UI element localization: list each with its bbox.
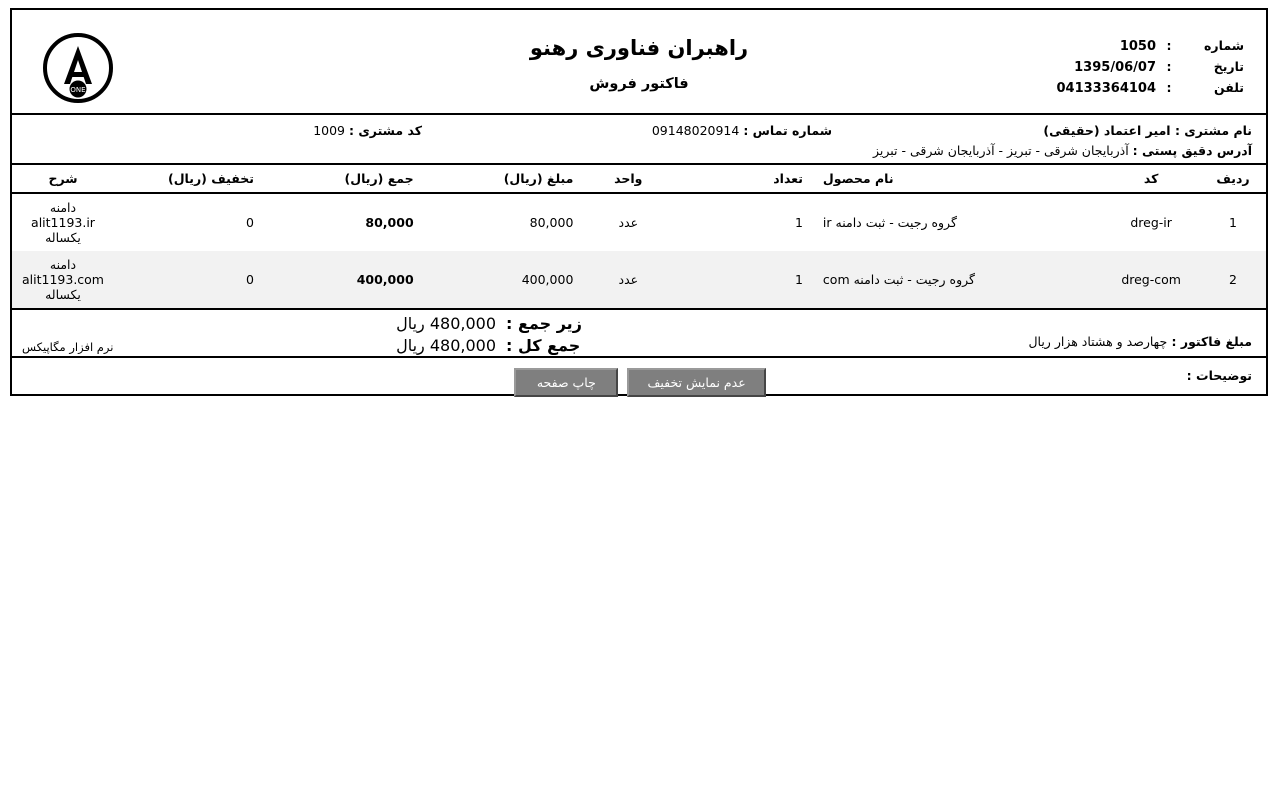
customer-name bbox=[1043, 123, 1252, 138]
col-header-unit: واحد bbox=[583, 165, 673, 193]
cell-qty: 1 bbox=[673, 251, 813, 308]
customer-name-value: امیر اعتماد (حقیقی) bbox=[1043, 123, 1171, 138]
col-header-desc: شرح bbox=[12, 165, 114, 193]
customer-line-2 bbox=[26, 143, 1252, 163]
cell-discount: 0 bbox=[114, 251, 264, 308]
cell-unit: عدد bbox=[583, 251, 673, 308]
meta-value-number: 1050 bbox=[1119, 39, 1156, 54]
subtotal-value: 480,000 ریال bbox=[396, 314, 496, 333]
cell-code: dreg-ir bbox=[1130, 215, 1172, 230]
items-table-head bbox=[12, 165, 1266, 193]
grandtotal-label: جمع کل : bbox=[506, 336, 581, 355]
cell-price: 400,000 bbox=[424, 251, 584, 308]
customer-block bbox=[12, 115, 1266, 165]
cell-unit: عدد bbox=[618, 215, 639, 230]
col-header-radif: ردیف bbox=[1200, 165, 1266, 193]
cell-code: dreg-com bbox=[1102, 251, 1200, 308]
cell-radif: 2 bbox=[1200, 251, 1266, 308]
meta-label-number: شماره bbox=[1204, 38, 1244, 53]
cell-product: گروه رجیت - ثبت دامنه com bbox=[813, 251, 1102, 308]
totals-block bbox=[12, 308, 1266, 358]
invoice-titles bbox=[12, 36, 1266, 92]
svg-text:ONE: ONE bbox=[70, 86, 86, 94]
cell-radif: 1 bbox=[1229, 215, 1237, 230]
invoice-amount-in-words bbox=[1028, 334, 1252, 349]
col-header-product: نام محصول bbox=[813, 165, 1102, 193]
customer-code-label: کد مشتری : bbox=[349, 123, 422, 138]
customer-code-value: 1009 bbox=[313, 123, 346, 138]
table-header-row bbox=[12, 165, 1266, 193]
meta-value-phone: 04133364104 bbox=[1056, 81, 1156, 96]
hide-discount-button[interactable]: عدم نمایش تخفیف bbox=[627, 368, 765, 397]
meta-colon-phone: : bbox=[1166, 80, 1172, 95]
items-table bbox=[12, 165, 1266, 308]
customer-phone-value: 09148020914 bbox=[651, 123, 740, 138]
col-header-qty: تعداد bbox=[673, 165, 813, 193]
col-header-price: مبلغ (ریال) bbox=[424, 165, 584, 193]
meta-colon-number: : bbox=[1166, 38, 1172, 53]
meta-colon-date: : bbox=[1166, 59, 1172, 74]
cell-sum: 80,000 bbox=[365, 215, 414, 230]
customer-code bbox=[313, 123, 422, 138]
customer-address-label: آدرس دقیق پستی : bbox=[1132, 143, 1252, 158]
invoice-header bbox=[12, 10, 1266, 115]
items-table-body bbox=[12, 193, 1266, 308]
print-page-button[interactable]: چاپ صفحه bbox=[514, 368, 618, 397]
cell-qty: 1 bbox=[794, 215, 803, 230]
company-title: راهبران فناوری رهنو bbox=[529, 36, 749, 60]
cell-discount: 0 bbox=[245, 215, 254, 230]
subtotal-label: زیر جمع : bbox=[506, 314, 582, 333]
invoice-amount-words: چهارصد و هشتاد هزار ریال bbox=[1028, 334, 1168, 349]
cell-sum: 400,000 bbox=[264, 251, 424, 308]
customer-name-label: نام مشتری : bbox=[1174, 123, 1252, 138]
software-credit: نرم افزار مگاپیکس bbox=[22, 340, 114, 354]
customer-address-value: آذربایجان شرقی - تبریز - آذربایجان شرقی - تبریز bbox=[872, 143, 1129, 158]
grandtotal-value: 480,000 ریال bbox=[396, 336, 496, 355]
invoice-document bbox=[10, 8, 1268, 396]
customer-phone-label: شماره تماس : bbox=[743, 123, 832, 138]
col-header-discount: تخفیف (ریال) bbox=[114, 165, 264, 193]
table-row bbox=[12, 193, 1266, 251]
cell-product: گروه رجیت - ثبت دامنه ir bbox=[822, 215, 957, 230]
col-header-sum: جمع (ریال) bbox=[264, 165, 424, 193]
customer-line-1 bbox=[26, 123, 1252, 143]
customer-phone bbox=[652, 123, 832, 138]
cell-desc: دامنه alit1193.ir یکساله bbox=[31, 200, 95, 245]
document-type-title: فاکتور فروش bbox=[589, 76, 689, 92]
customer-address bbox=[873, 143, 1252, 158]
table-row bbox=[12, 251, 1266, 308]
cell-price: 80,000 bbox=[529, 215, 574, 230]
invoice-amount-label: مبلغ فاکتور : bbox=[1171, 334, 1252, 349]
meta-label-date: تاریخ bbox=[1213, 59, 1244, 74]
action-buttons bbox=[0, 368, 1280, 397]
col-header-code: کد bbox=[1102, 165, 1200, 193]
cell-desc: دامنه alit1193.com یکساله bbox=[12, 251, 114, 308]
a-one-logo bbox=[42, 32, 114, 104]
notes-label: توضیحات : bbox=[1186, 368, 1252, 383]
meta-value-date: 1395/06/07 bbox=[1074, 60, 1156, 75]
meta-label-phone: تلفن bbox=[1213, 80, 1244, 95]
